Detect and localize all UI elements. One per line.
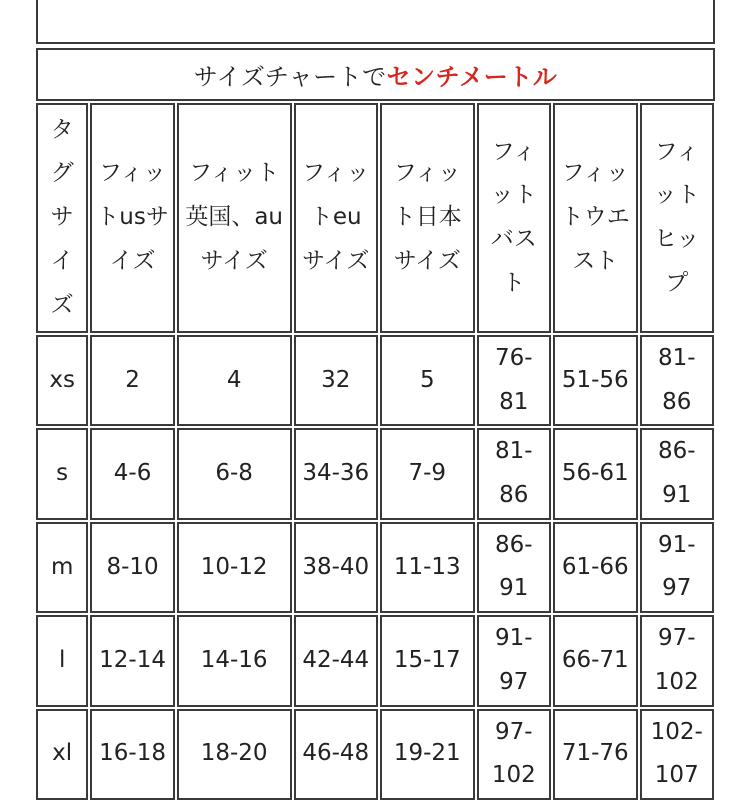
header-uk-au-size: フィット英国、auサイズ (177, 103, 292, 333)
cell-hip: 102-107 (640, 709, 715, 800)
title-prefix: サイズチャートで (193, 63, 387, 91)
cell-tag-size: l (36, 615, 88, 706)
title-unit-highlight: センチメートル (386, 63, 558, 91)
cell-uk-au-size: 10-12 (177, 522, 292, 613)
cell-tag-size: s (36, 428, 88, 519)
cell-tag-size: m (36, 522, 88, 613)
table-row (36, 709, 714, 800)
cell-uk-au-size: 4 (177, 335, 292, 426)
cell-japan-size: 15-17 (380, 615, 475, 706)
cell-bust: 97-102 (477, 709, 551, 800)
top-empty-box (36, 0, 715, 44)
table-row (36, 335, 714, 426)
cell-bust: 81-86 (477, 428, 551, 519)
header-bust: フィットバスト (477, 103, 551, 333)
header-japan-size: フィット日本サイズ (380, 103, 475, 333)
header-hip: フィットヒップ (640, 103, 715, 333)
cell-japan-size: 7-9 (380, 428, 475, 519)
cell-bust: 86-91 (477, 522, 551, 613)
cell-hip: 86-91 (640, 428, 715, 519)
cell-bust: 76-81 (477, 335, 551, 426)
cell-eu-size: 38-40 (294, 522, 379, 613)
cell-japan-size: 19-21 (380, 709, 475, 800)
size-chart-title (36, 48, 715, 101)
table-header-row (36, 103, 714, 333)
cell-japan-size: 5 (380, 335, 475, 426)
cell-uk-au-size: 14-16 (177, 615, 292, 706)
table-row (36, 615, 714, 706)
cell-waist: 56-61 (553, 428, 638, 519)
cell-us-size: 4-6 (90, 428, 175, 519)
cell-waist: 71-76 (553, 709, 638, 800)
cell-us-size: 12-14 (90, 615, 175, 706)
cell-waist: 51-56 (553, 335, 638, 426)
cell-hip: 91-97 (640, 522, 715, 613)
cell-eu-size: 34-36 (294, 428, 379, 519)
cell-us-size: 2 (90, 335, 175, 426)
cell-japan-size: 11-13 (380, 522, 475, 613)
cell-eu-size: 46-48 (294, 709, 379, 800)
cell-waist: 66-71 (553, 615, 638, 706)
cell-bust: 91-97 (477, 615, 551, 706)
cell-eu-size: 42-44 (294, 615, 379, 706)
cell-tag-size: xl (36, 709, 88, 800)
cell-us-size: 8-10 (90, 522, 175, 613)
header-tag-size: タグサイズ (36, 103, 88, 333)
cell-eu-size: 32 (294, 335, 379, 426)
cell-hip: 97-102 (640, 615, 715, 706)
header-eu-size: フィットeuサイズ (294, 103, 379, 333)
cell-uk-au-size: 18-20 (177, 709, 292, 800)
table-row (36, 428, 714, 519)
cell-tag-size: xs (36, 335, 88, 426)
table-row (36, 522, 714, 613)
cell-hip: 81-86 (640, 335, 715, 426)
cell-us-size: 16-18 (90, 709, 175, 800)
cell-waist: 61-66 (553, 522, 638, 613)
size-chart-table (34, 101, 716, 802)
cell-uk-au-size: 6-8 (177, 428, 292, 519)
header-us-size: フィットusサイズ (90, 103, 175, 333)
header-waist: フィットウエスト (553, 103, 638, 333)
